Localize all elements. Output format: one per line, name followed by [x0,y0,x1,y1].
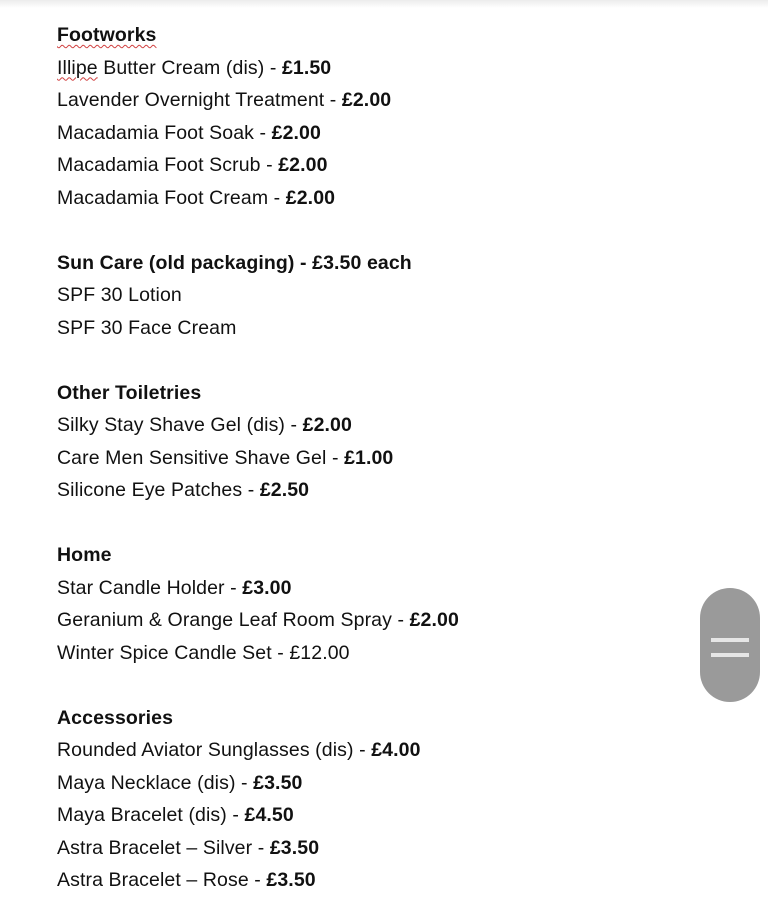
list-item [57,835,697,868]
item-name: Macadamia Foot Scrub - [57,154,279,176]
item-name: Astra Bracelet – Rose - [57,869,267,891]
item-price: £2.00 [285,186,336,209]
document-body [57,22,697,900]
blank-line [57,672,697,705]
heading-text: Footworks [57,24,157,46]
drag-handle-icon [711,638,749,642]
list-item [57,640,697,673]
item-name: Star Candle Holder - [57,576,243,599]
list-item [57,575,697,608]
item-price: £3.50 [266,869,316,891]
item-price: £4.50 [244,804,294,826]
item-price: £2.00 [302,414,352,436]
item-price: £2.00 [341,89,392,111]
item-price: £2.00 [409,609,459,631]
item-name: Astra Bracelet – Silver - [57,836,270,859]
item-name: Geranium & Orange Leaf Room Spray - [57,609,410,631]
item-price: £2.00 [278,154,328,176]
list-item [57,770,697,803]
item-name: Rounded Aviator Sunglasses (dis) - [57,739,372,761]
section-heading-accessories: Accessories [57,706,174,729]
item-name: SPF 30 Lotion [57,284,182,306]
list-item [57,55,697,88]
list-item [57,477,697,510]
list-item [57,87,697,120]
blank-line [57,217,697,250]
item-name: Maya Necklace (dis) - [57,771,254,794]
item-price: £4.00 [371,739,421,761]
list-item [57,867,697,900]
list-item [57,412,697,445]
section-heading-home: Home [57,544,112,566]
spell-word: Illipe [57,56,98,79]
top-shadow [0,0,768,8]
item-name: Silky Stay Shave Gel (dis) - [57,414,303,436]
scroll-handle[interactable] [700,588,760,702]
list-item [57,282,697,315]
section-heading-other-toiletries: Other Toiletries [57,381,202,404]
item-name: Macadamia Foot Cream - [57,186,286,209]
list-item [57,120,697,153]
item-price: £3.50 [269,836,320,859]
item-name: Winter Spice Candle Set - £12.00 [57,641,350,664]
item-name: Care Men Sensitive Shave Gel - [57,446,345,469]
item-price: £3.00 [242,576,292,599]
item-price: £1.50 [281,56,332,79]
blank-line [57,347,697,380]
list-item [57,445,697,478]
blank-line [57,510,697,543]
list-item [57,607,697,640]
list-item [57,315,697,348]
item-name: SPF 30 Face Cream [57,316,237,339]
item-price: £1.00 [344,446,394,469]
list-item [57,802,697,835]
item-price: £2.00 [271,121,321,144]
section-heading-sun-care: Sun Care (old packaging) - £3.50 each [57,251,412,274]
list-item [57,737,697,770]
section-heading-footworks [57,22,697,55]
item-name: Silicone Eye Patches - [57,479,260,501]
list-item [57,152,697,185]
item-price: £3.50 [253,771,303,794]
drag-handle-icon [711,653,749,657]
item-name: Maya Bracelet (dis) - [57,804,245,826]
item-name: Macadamia Foot Soak - [57,121,272,144]
item-name-rest: Butter Cream (dis) - [97,56,282,79]
item-price: £2.50 [259,479,310,501]
item-name: Lavender Overnight Treatment - [57,89,342,111]
list-item [57,185,697,218]
